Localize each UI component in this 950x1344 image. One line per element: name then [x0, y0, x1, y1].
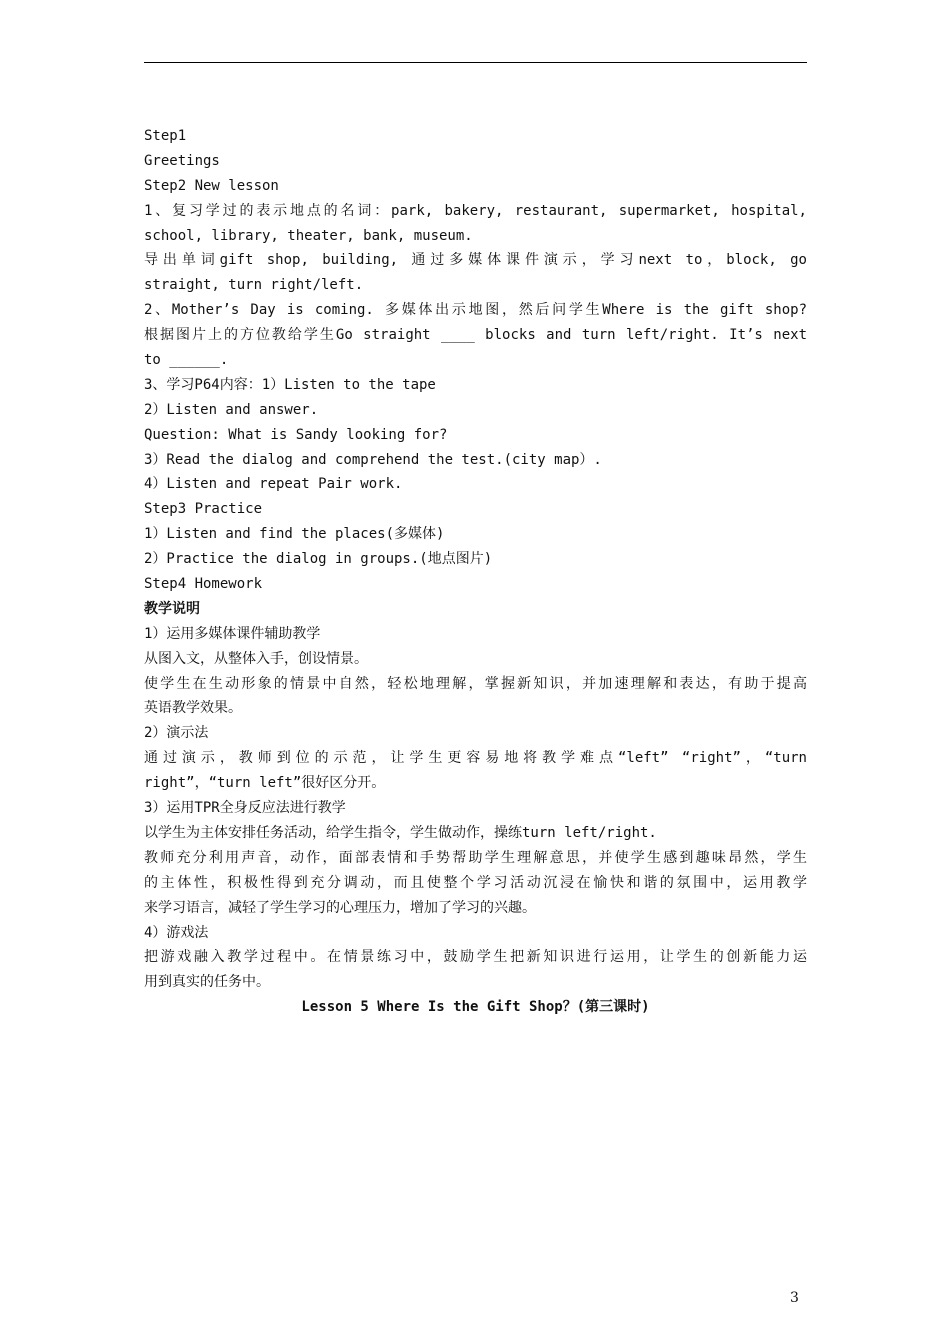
text-line: 通过演示，教师到位的示范，让学生更容易地将教学难点“left” “right”，“turn	[144, 750, 807, 767]
text-line: 用到真实的任务中。	[144, 974, 270, 991]
text-line: to ______.	[144, 352, 229, 369]
text-line: 以学生为主体安排任务活动，给学生指令，学生做动作，操练turn left/right.	[144, 824, 657, 841]
text-line: 根据图片上的方位教给学生Go straight ____ blocks and turn left/right. It’s next	[144, 327, 807, 344]
page-number: 3	[790, 1290, 799, 1306]
text-line: 1）Listen and find the places(多媒体)	[144, 526, 445, 543]
text-line: school, library, theater, bank, museum.	[144, 227, 473, 244]
text-line: 2、Mother’s Day is coming. 多媒体出示地图，然后问学生Where is the gift shop?	[144, 302, 807, 319]
document-body	[144, 124, 807, 1020]
text-line: 2）Practice the dialog in groups.(地点图片)	[144, 551, 493, 568]
lesson-title: Lesson 5 Where Is the Gift Shop？(第三课时)	[301, 999, 650, 1016]
text-line: 的主体性，积极性得到充分调动，而且使整个学习活动沉浸在愉快和谐的氛围中，运用教学	[144, 874, 807, 891]
text-line: 3）Read the dialog and comprehend the test.(city map）.	[144, 451, 602, 468]
step4-heading: Step4 Homework	[144, 576, 263, 593]
text-line: 2）Listen and answer.	[144, 401, 319, 418]
text-line: 4）游戏法	[144, 924, 209, 941]
step2-heading: Step2 New lesson	[144, 177, 279, 194]
header-rule	[144, 62, 807, 63]
section-heading: 教学说明	[144, 600, 200, 617]
text-line: Question: What is Sandy looking for?	[144, 426, 448, 443]
text-line: 把游戏融入教学过程中。在情景练习中，鼓励学生把新知识进行运用，让学生的创新能力运	[144, 949, 807, 966]
text-line: straight, turn right/left.	[144, 277, 364, 294]
text-line: 使学生在生动形象的情景中自然，轻松地理解，掌握新知识，并加速理解和表达，有助于提高	[144, 675, 807, 692]
text-line: 教师充分利用声音，动作，面部表情和手势帮助学生理解意思，并使学生感到趣味昂然，学生	[144, 849, 807, 866]
greetings-line: Greetings	[144, 152, 220, 169]
text-line: 3、学习P64内容：1）Listen to the tape	[144, 376, 436, 393]
text-line: 英语教学效果。	[144, 700, 242, 717]
text-line: 3）运用TPR全身反应法进行教学	[144, 800, 346, 817]
text-line: 来学习语言，减轻了学生学习的心理压力，增加了学习的兴趣。	[144, 899, 536, 916]
text-line: right”，“turn left”很好区分开。	[144, 775, 386, 792]
text-line: 4）Listen and repeat Pair work.	[144, 476, 403, 493]
text-line: 2）演示法	[144, 725, 209, 742]
text-line: 1）运用多媒体课件辅助教学	[144, 625, 321, 642]
step3-heading: Step3 Practice	[144, 501, 263, 518]
text-line: 1、复习学过的表示地点的名词：park, bakery, restaurant, supermarket, hospital,	[144, 202, 807, 219]
step1-heading: Step1	[144, 128, 187, 144]
text-line: 从图入文，从整体入手，创设情景。	[144, 650, 368, 667]
text-line: 导出单词gift shop, building, 通过多媒体课件演示，学习next to，block, go	[144, 252, 807, 269]
